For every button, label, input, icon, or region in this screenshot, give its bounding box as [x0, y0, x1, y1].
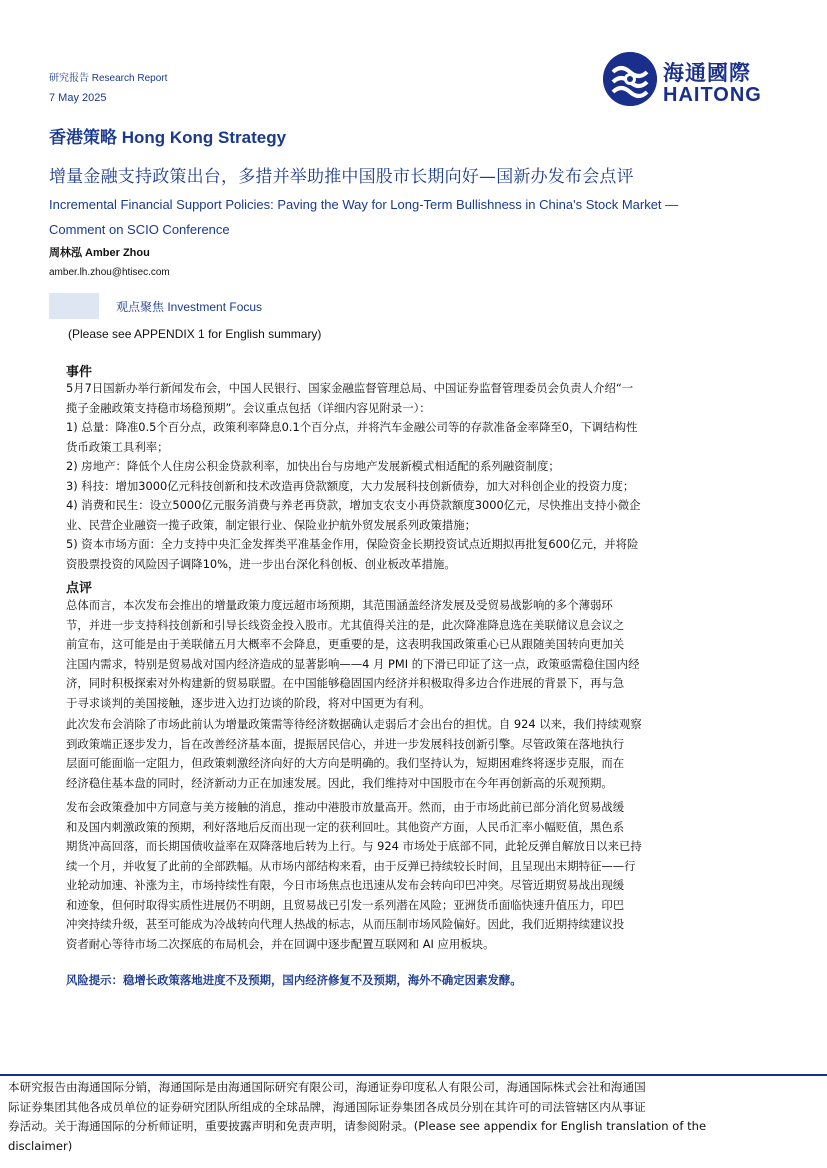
text-line: 业轮动加速、补涨为主，市场持续性有限，今日市场焦点也迅速从发布会转向印巴冲突。尽管近期贸易战出现缓	[66, 878, 625, 892]
text-line: 济，同时积极探索对外构建新的贸易联盟。在中国能够稳固国内经济并积极取得多边合作进展的背景下，再与急	[66, 676, 625, 690]
text-line: 3) 科技：增加3000亿元科技创新和技术改造再贷款额度，大力发展科技创新债券，加大对科创企业的投资力度；	[66, 478, 635, 493]
footer-line: 际证券集团其他各成员单位的证券研究团队所组成的全球品牌，海通国际证券集团各成员分别在其许可的司法管辖区内从事证	[8, 1099, 646, 1114]
text-line: 1) 总量：降准0.5个百分点，政策利率降息0.1个百分点，并将汽车金融公司等的存款准备金率降至0，下调结构性	[66, 420, 638, 434]
event-body	[66, 379, 768, 574]
text-line: 发布会政策叠加中方同意与美方接触的消息，推动中港股市放量高开。然而，由于市场此前已部分消化贸易战缓	[66, 800, 625, 814]
footer-divider	[0, 1074, 827, 1076]
risk-warning: 风险提示：稳增长政策落地进度不及预期，国内经济修复不及预期，海外不确定因素发酵。	[66, 973, 522, 987]
haitong-logo-icon	[603, 52, 657, 106]
text-line: 和及国内刺激政策的预期，利好落地后反而出现一定的获利回吐。其他资产方面，人民币汇率小幅贬值，黑色系	[66, 819, 625, 834]
report-title-en-line: Incremental Financial Support Policies: Paving the Way for Long-Term Bullishness in China's Stock Market —	[49, 197, 679, 212]
text-line: 4) 消费和民生：设立5000亿元服务消费与养老再贷款，增加支农支小再贷款额度3000亿元，尽快推出支持小微企	[66, 498, 641, 512]
report-date: 7 May 2025	[49, 92, 107, 104]
comment-paragraph-1	[66, 596, 768, 713]
text-line: 和迹象，但何时取得实质性进展仍不明朗，且贸易战已引发一系列潜在风险；亚洲货币面临快速升值压力，印巴	[66, 897, 625, 912]
appendix-note: (Please see APPENDIX 1 for English summary)	[68, 327, 322, 341]
footer-line: 券活动。关于海通国际的分析师证明，重要披露声明和免责声明，请参阅附录。(Please see appendix for English translation of the	[8, 1119, 707, 1133]
text-line: 于寻求谈判的美国接触，逐步进入边打边谈的阶段，将对中国更为有利。	[66, 695, 431, 710]
text-line: 节，并进一步支持科技创新和引导长线资金投入股市。尤其值得关注的是，此次降准降息选在美联储议息会议之	[66, 617, 625, 632]
text-line: 总体而言，本次发布会推出的增量政策力度远超市场预期，其范围涵盖经济发展及受贸易战影响的多个薄弱环	[66, 598, 613, 612]
comment-paragraph-3	[66, 798, 768, 954]
text-line: 经济稳住基本盘的同时，经济新动力正在加速发展。因此，我们维持对中国股市在今年再创新高的乐观预期。	[66, 775, 613, 790]
footer-line: disclaimer)	[8, 1138, 73, 1153]
haitong-logo	[603, 52, 773, 108]
focus-marker	[49, 293, 99, 319]
text-line: 层面可能面临一定阻力，但政策刺激经济向好的大方向是明确的。我们坚持认为，短期困难终将逐步克服，而在	[66, 756, 625, 770]
author-email[interactable]: amber.lh.zhou@htisec.com	[49, 267, 170, 278]
comment-heading: 点评	[66, 581, 93, 596]
report-title-en-line: Comment on SCIO Conference	[49, 222, 230, 237]
logo-text-en: HAITONG	[663, 84, 762, 106]
text-line: 资者耐心等待市场二次探底的布局机会，并在回调中逐步配置互联网和 AI 应用板块。	[66, 936, 495, 951]
report-type: 研究报告 Research Report	[49, 73, 168, 84]
text-line: 货币政策工具利率；	[66, 439, 169, 454]
logo-text-cn: 海通國際	[663, 61, 751, 85]
strategy-label: 香港策略 Hong Kong Strategy	[49, 128, 287, 147]
text-line: 2) 房地产：降低个人住房公积金贷款利率，加快出台与房地产发展新模式相适配的系列融资制度；	[66, 459, 560, 473]
text-line: 前宣布，这可能是由于美联储五月大概率不会降息，更重要的是，这表明我国政策重心已从跟随美国转向更加关	[66, 637, 625, 651]
text-line: 业、民营企业融资一揽子政策，制定银行业、保险业护航外贸发展系列政策措施；	[66, 517, 477, 532]
author-name: 周林泓 Amber Zhou	[49, 247, 150, 259]
text-line: 此次发布会消除了市场此前认为增量政策需等待经济数据确认走弱后才会出台的担忧。自 924 以来，我们持续观察	[66, 717, 642, 731]
investment-focus-bar	[49, 293, 777, 319]
text-line: 到政策端正逐步发力，旨在改善经济基本面，提振居民信心，并进一步发展科技创新引擎。尽管政策在落地执行	[66, 736, 625, 751]
text-line: 5) 资本市场方面：全力支持中央汇金发挥类平准基金作用，保险资金长期投资试点近期拟再批复600亿元，并将险	[66, 537, 639, 551]
text-line: 5月7日国新办举行新闻发布会，中国人民银行、国家金融监督管理总局、中国证券监督管理委员会负责人介绍“一	[66, 381, 634, 395]
event-heading: 事件	[66, 365, 93, 380]
report-title-en	[49, 192, 709, 242]
text-line: 期货冲高回落，而长期国债收益率在双降落地后转为上行。与 924 市场处于底部不同，此轮反弹自解放日以来已持	[66, 839, 642, 853]
report-title-cn: 增量金融支持政策出台，多措并举助推中国股市长期向好—国新办发布会点评	[49, 167, 634, 187]
disclaimer-footer	[8, 1078, 820, 1156]
text-line: 揽子金融政策支持稳市场稳预期”。会议重点包括（详细内容见附录一）：	[66, 400, 431, 415]
comment-paragraph-2	[66, 715, 768, 793]
footer-line: 本研究报告由海通国际分销，海通国际是由海通国际研究有限公司，海通证券印度私人有限公司，海通国际株式会社和海通国	[8, 1080, 646, 1094]
text-line: 注国内需求，特别是贸易战对国内经济造成的显著影响——4 月 PMI 的下滑已印证了这一点，政策亟需稳住国内经	[66, 656, 640, 671]
focus-label: 观点聚焦 Investment Focus	[116, 300, 263, 314]
text-line: 资股票投资的风险因子调降10%，进一步出台深化科创板、创业板改革措施。	[66, 556, 456, 571]
text-line: 冲突持续升级，甚至可能成为冷战转向代理人热战的标志，从而压制市场风险偏好。因此，我们近期持续建议投	[66, 917, 625, 931]
text-line: 续一个月，并收复了此前的全部跌幅。从市场内部结构来看，由于反弹已持续较长时间，且呈现出末期特征——行	[66, 858, 636, 873]
